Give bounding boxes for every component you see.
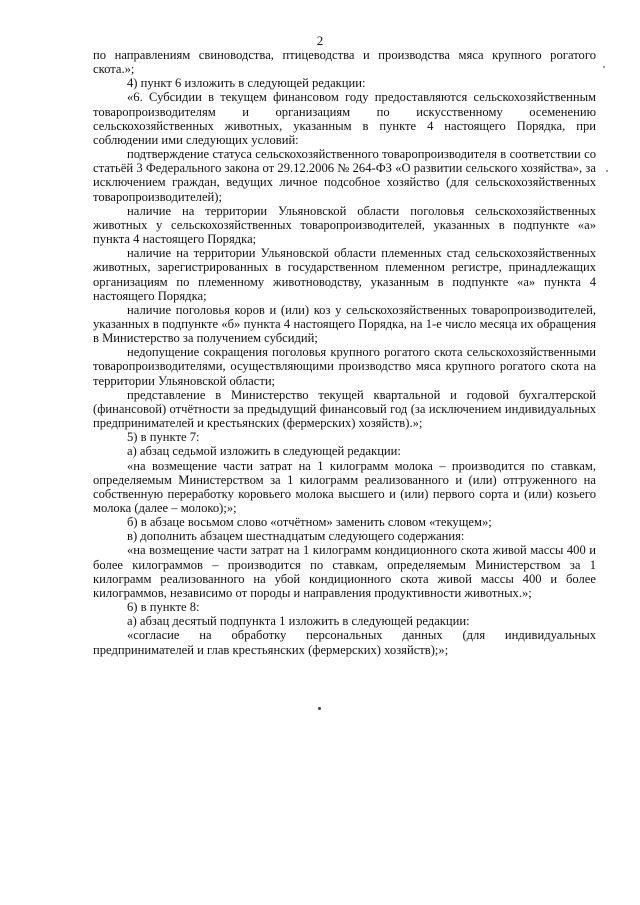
paragraph: «на возмещение части затрат на 1 килограмм кондиционного скота живой массы 400 и более килограммов – производится по ставкам, определяемым Министерством за 1 килограмм реализованного на убой кондиционного скота живой массы 400 и более килограммов, независимо от породы и направления продуктивности животных.»; bbox=[93, 543, 596, 600]
scan-speck bbox=[606, 170, 608, 172]
paragraph: представление в Министерство текущей квартальной и годовой бухгалтерской (финансовой) отчётности за предыдущий финансовый год (за исключением индивидуальных предпринимателей и крестьянских (фермерских) хозяйств).»; bbox=[93, 387, 596, 431]
paragraph: наличие поголовья коров и (или) коз у сельскохозяйственных товаропроизводителей, указанных в подпункте «б» пункта 4 настоящего Порядка, на 1-е число месяца их обращения в Министерство за получением субсидий; bbox=[93, 302, 596, 346]
document-body bbox=[93, 48, 596, 657]
paragraph: а) абзац седьмой изложить в следующей редакции: bbox=[127, 444, 401, 459]
paragraph: «согласие на обработку персональных данных (для индивидуальных предпринимателей и глав крестьянских (фермерских) хозяйств);»; bbox=[93, 628, 596, 657]
paragraph: б) в абзаце восьмом слово «отчётном» заменить словом «текущем»; bbox=[127, 515, 492, 530]
paragraph: наличие на территории Ульяновской области племенных стад сельскохозяйственных животных, зарегистрированных в государственном племенном регистре, принадлежащих организациям по племенному животноводству, указанным в подпункте «а» пункта 4 настоящего Порядка; bbox=[93, 246, 596, 303]
paragraph: «на возмещение части затрат на 1 килограмм молока – производится по ставкам, определяемым Министерством за 1 килограмм реализованного и (или) отгруженного на собственную переработку коровьего молока высшего и (или) первого сорта и (или) козьего молока (далее – молоко);»; bbox=[93, 458, 596, 515]
paragraph: в) дополнить абзацем шестнадцатым следующего содержания: bbox=[127, 529, 465, 544]
paragraph: по направлениям свиноводства, птицеводства и производства мяса крупного рогатого скота.»; bbox=[93, 48, 596, 77]
paragraph: 4) пункт 6 изложить в следующей редакции: bbox=[127, 76, 366, 91]
paragraph: а) абзац десятый подпункта 1 изложить в следующей редакции: bbox=[127, 614, 470, 629]
scan-speck bbox=[603, 66, 605, 68]
paragraph: подтверждение статуса сельскохозяйственного товаропроизводителя в соответствии со статьёй 3 Федерального закона от 29.12.2006 № 264-ФЗ «О развитии сельского хозяйства», за исключением граждан, ведущих личное подсобное хозяйство (для сельскохозяйственных товаропроизводителей); bbox=[93, 147, 596, 204]
paragraph: 5) в пункте 7: bbox=[127, 430, 200, 445]
paragraph: недопущение сокращения поголовья крупного рогатого скота сельскохозяйственными товаропроизводителями, осуществляющими производство мяса крупного рогатого скота на территории Ульяновской области; bbox=[93, 345, 596, 388]
scan-dot-mark bbox=[318, 707, 321, 710]
page-number: 2 bbox=[316, 33, 324, 48]
paragraph: «6. Субсидии в текущем финансовом году предоставляются сельскохозяйственным товаропроизводителям и организациям по искусственному осеменению сельскохозяйственных животных, указанным в пункте 4 настоящего Порядка, при соблюдении ими следующих условий: bbox=[93, 90, 596, 147]
paragraph: наличие на территории Ульяновской области поголовья сельскохозяйственных животных у сельскохозяйственных товаропроизводителей, указанных в подпункте «а» пункта 4 настоящего Порядка; bbox=[93, 203, 596, 247]
paragraph: 6) в пункте 8: bbox=[127, 600, 200, 615]
